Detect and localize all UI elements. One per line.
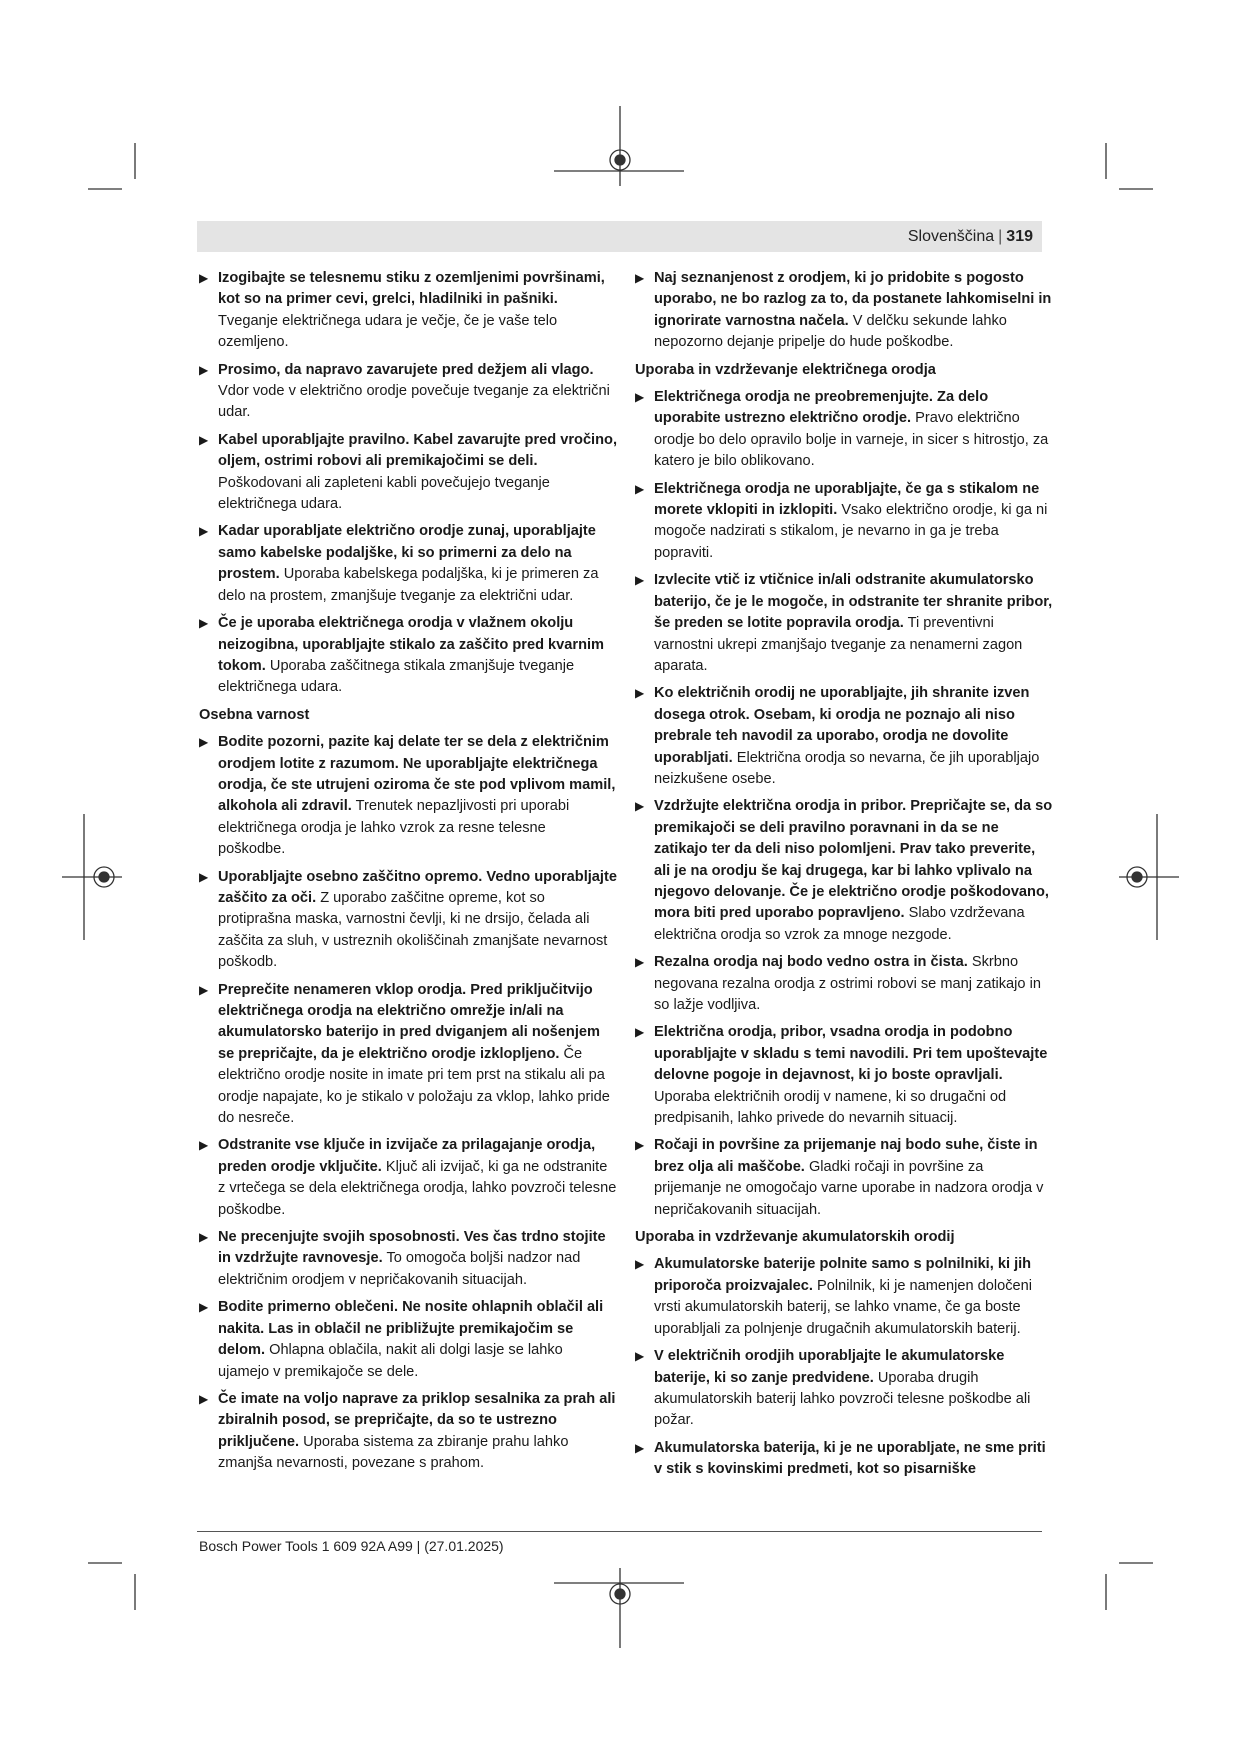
instruction-text: Ti preventivni varnostni ukrepi zmanjšajo tveganje za nenamerni zagon aparata. [654, 615, 1023, 674]
registration-mark-icon [62, 814, 122, 940]
triangle-bullet-icon: ▶ [635, 1349, 645, 1364]
right-column [635, 268, 1053, 1487]
triangle-bullet-icon: ▶ [199, 1300, 209, 1315]
instruction-text: Vdor vode v električno orodje povečuje tveganje za električni udar. [218, 383, 610, 421]
instruction-bold: Izogibajte se telesnemu stiku z ozemljenimi površinami, kot so na primer cevi, grelci, hladilniki in pašniki. [218, 270, 605, 308]
safety-instruction [635, 268, 1053, 354]
triangle-bullet-icon: ▶ [635, 1138, 645, 1153]
footer-divider [197, 1531, 1042, 1532]
instruction-bold: Električnega orodja ne uporabljajte, če ga s stikalom ne morete vklopiti in izklopiti. [654, 480, 1040, 519]
safety-instruction [635, 1254, 1053, 1340]
instruction-text: Gladki ročaji in površine za prijemanje ne omogočajo varne uporabe in nadzora orodja v nepričakovanih situacijah. [654, 1158, 1044, 1218]
instruction-text: Uporaba sistema za zbiranje prahu lahko zmanjša nevarnosti, povezane s prahom. [218, 1433, 569, 1472]
safety-instruction [199, 268, 617, 354]
safety-instruction [635, 683, 1053, 790]
instruction-text: Pravo električno orodje bo delo opravilo bolje in varneje, in sicer s hitrostjo, za katero je bilo oblikovano. [654, 410, 1049, 470]
instruction-text: Slabo vzdrževana električna orodja so vzrok za mnoge nezgode. [654, 905, 1025, 943]
safety-instruction [635, 1438, 1053, 1481]
triangle-bullet-icon: ▶ [199, 735, 209, 750]
header-language: Slovenščina [907, 228, 995, 245]
triangle-bullet-icon: ▶ [635, 271, 645, 285]
page-header [908, 227, 1033, 247]
triangle-bullet-icon: ▶ [635, 799, 645, 814]
triangle-bullet-icon: ▶ [635, 686, 645, 701]
safety-instruction [199, 867, 617, 974]
instruction-bold: Če imate na voljo naprave za priklop sesalnika za prah ali zbiralnih posod, se prepričajte, da so te ustrezno priključene. [218, 1390, 616, 1450]
triangle-bullet-icon: ▶ [199, 362, 209, 377]
instruction-text: Ključ ali izvijač, ki ga ne odstranite z vrtečega se dela električnega orodja, lahko povzroči telesne poškodbe. [218, 1158, 617, 1218]
instruction-text: Polnilnik, ki je namenjen določeni vrsti akumulatorskih baterij, se lahko vname, če ga boste uporabljali za polnjenje drugačnih akumulatorskih baterij. [654, 1277, 1033, 1337]
safety-instruction [199, 430, 617, 516]
triangle-bullet-icon: ▶ [635, 390, 645, 405]
instruction-bold: Električna orodja, pribor, vsadna orodja in podobno uporabljajte v skladu s temi navodili. Pri tem upoštevajte delovne pogoje in dejavnost, ki jo boste opravljali. [654, 1024, 1048, 1084]
instruction-bold: Električnega orodja ne preobremenjujte. Za delo uporabite ustrezno električno orodje. [654, 389, 989, 427]
triangle-bullet-icon: ▶ [635, 1440, 645, 1455]
instruction-text: Poškodovani ali zapleteni kabli povečujejo tveganje električnega udara. [218, 474, 550, 513]
instruction-text: Vsako električno orodje, ki ga ni mogoče nadzirati s stikalom, je nevarno in ga je treba popraviti. [654, 502, 1048, 561]
instruction-text: Ohlapna oblačila, nakit ali dolgi lasje se lahko ujamejo v premikajoče se dele. [218, 1342, 563, 1380]
page-number: 319 [1006, 228, 1033, 245]
instruction-bold: Vzdržujte električna orodja in pribor. Prepričajte se, da so premikajoči se deli pravilno poravnani in da se ne zatikajo ter da deli niso polomljeni. Prav tako preverite, ali je na orodju še kaj drugega, kar bi lahko vplivalo na njegovo delovanje. Če je električno orodje poškodovano, mora biti pred uporabo popravljeno. [654, 798, 1053, 922]
safety-instruction [199, 1135, 617, 1221]
instruction-bold: V električnih orodjih uporabljajte le akumulatorske baterije, ki so zanje predvidene. [654, 1348, 1005, 1386]
instruction-bold: Rezalna orodja naj bodo vedno ostra in čista. [654, 954, 968, 971]
instruction-bold: Bodite pozorni, pazite kaj delate ter se dela z električnim orodjem lotite z razumom. Ne uporabljajte električnega orodja, če ste utrujeni oziroma če ste pod vplivom mamil, alkohola ali zdravil. [218, 734, 616, 815]
instruction-text: To omogoča boljši nadzor nad električnim orodjem v nepričakovanih situacijah. [218, 1250, 581, 1288]
instruction-bold: Preprečite nenameren vklop orodja. Pred priključitvijo električnega orodja na električno omrežje in/ali na akumulatorsko baterijo in pred dviganjem ali nošenjem se prepričajte, da je električno orodje izklopljeno. [218, 981, 600, 1062]
instruction-text: Tveganje električnega udara je večje, če je vaše telo ozemljeno. [218, 312, 558, 351]
instruction-bold: Če je uporaba električnega orodja v vlažnem okolju neizogibna, uporabljajte stikalo za zaščito pred kvarnim tokom. [218, 615, 605, 674]
instruction-bold: Ročaji in površine za prijemanje naj bodo suhe, čiste in brez olja ali maščobe. [654, 1137, 1038, 1175]
instruction-bold: Izvlecite vtič iz vtičnice in/ali odstranite akumulatorsko baterijo, če je le mogoče, in odstranite ter shranite pribor, še preden se lotite popravila orodja. [654, 572, 1053, 632]
safety-instruction [199, 613, 617, 699]
triangle-bullet-icon: ▶ [199, 982, 209, 997]
triangle-bullet-icon: ▶ [199, 432, 209, 447]
instruction-bold: Prosimo, da napravo zavarujete pred dežjem ali vlago. [218, 361, 594, 378]
instruction-bold: Akumulatorske baterije polnite samo s polnilniki, ki jih priporoča proizvajalec. [654, 1256, 1032, 1294]
instruction-bold: Kabel uporabljajte pravilno. Kabel zavarujte pred vročino, oljem, ostrimi robovi ali premikajočimi se deli. [218, 431, 617, 470]
instruction-text: Trenutek nepazljivosti pri uporabi električnega orodja je lahko vzrok za resne telesne poškodbe. [218, 798, 570, 858]
safety-instruction [199, 1389, 617, 1475]
triangle-bullet-icon: ▶ [199, 1391, 209, 1406]
instruction-bold: Kadar uporabljate električno orodje zunaj, uporabljajte samo kabelske podaljške, ki so primerni za delo na prostem. [218, 523, 596, 583]
section-heading: Uporaba in vzdrževanje električnega orodja [635, 361, 936, 378]
instruction-bold: Ne precenjujte svojih sposobnosti. Ves čas trdno stojite in vzdržujte ravnovesje. [218, 1229, 606, 1267]
instruction-text: Uporaba električnih orodij v namene, ki so drugačni od predpisanih, lahko privede do nevarnih situacij. [654, 1088, 1007, 1127]
safety-instruction [199, 360, 617, 424]
header-separator: | [998, 228, 1003, 245]
safety-instruction [635, 952, 1053, 1016]
instruction-bold: Akumulatorska baterija, ki je ne uporabljate, ne sme priti v stik s kovinskimi predmeti, kot so pisarniške [654, 1439, 1046, 1478]
safety-instruction [199, 980, 617, 1130]
instruction-text: Električna orodja so nevarna, če jih uporabljajo neizkušene osebe. [654, 749, 1040, 787]
safety-instruction [635, 796, 1053, 946]
instruction-text: Uporaba drugih akumulatorskih baterij lahko povzroči telesne poškodbe ali požar. [654, 1369, 1031, 1429]
instruction-text: Z uporabo zaščitne opreme, kot so protiprašna maska, varnostni čevlji, ki ne drsijo, čelada ali zaščita za sluh, v ustreznih okoliščinah zmanjšate nevarnost poškodb. [218, 889, 608, 971]
triangle-bullet-icon: ▶ [199, 271, 209, 285]
triangle-bullet-icon: ▶ [199, 524, 209, 539]
triangle-bullet-icon: ▶ [199, 1138, 209, 1153]
safety-instruction [635, 1022, 1053, 1129]
instruction-bold: Odstranite vse ključe in izvijače za prilagajanje orodja, preden orodje vključite. [218, 1137, 596, 1175]
safety-instruction [635, 387, 1053, 473]
safety-instruction [635, 479, 1053, 565]
footer: Bosch Power Tools 1 609 92A A99 | (27.01.2025) [199, 1538, 504, 1554]
safety-instruction [199, 1297, 617, 1383]
triangle-bullet-icon: ▶ [635, 1257, 645, 1272]
instruction-bold: Bodite primerno oblečeni. Ne nosite ohlapnih oblačil ali nakita. Las in oblačil ne približujte premikajočim se delom. [218, 1299, 604, 1359]
safety-instruction [635, 570, 1053, 677]
instruction-text: Skrbno negovana rezalna orodja z ostrimi robovi se manj zatikajo in so lažje vodljiva. [654, 954, 1041, 1013]
triangle-bullet-icon: ▶ [635, 1025, 645, 1040]
triangle-bullet-icon: ▶ [635, 955, 645, 970]
registration-mark-icon [554, 106, 684, 186]
triangle-bullet-icon: ▶ [199, 616, 209, 631]
safety-instruction [199, 732, 617, 860]
safety-instruction [635, 1346, 1053, 1432]
triangle-bullet-icon: ▶ [199, 1230, 209, 1245]
instruction-text: V delčku sekunde lahko nepozorno dejanje pripelje do hude poškodbe. [654, 312, 1007, 351]
left-column [199, 268, 617, 1481]
triangle-bullet-icon: ▶ [199, 869, 209, 884]
instruction-text: Če električno orodje nosite in imate pri tem prst na stikalu ali pa orodje napajate, ko je stikalo v položaju za vklop, lahko pride do nesreče. [218, 1045, 610, 1127]
safety-instruction [199, 521, 617, 607]
triangle-bullet-icon: ▶ [635, 573, 645, 588]
safety-instruction [635, 1135, 1053, 1221]
triangle-bullet-icon: ▶ [635, 481, 645, 496]
section-heading: Uporaba in vzdrževanje akumulatorskih orodij [635, 1229, 955, 1246]
instruction-text: Uporaba zaščitnega stikala zmanjšuje tveganje električnega udara. [218, 657, 575, 696]
instruction-bold: Naj seznanjenost z orodjem, ki jo pridobite s pogosto uporabo, ne bo razlog za to, da postanete lahkomiselni in ignorirate varnostna načela. [654, 270, 1052, 329]
registration-mark-icon [1119, 814, 1179, 940]
instruction-text: Uporaba kabelskega podaljška, ki je primeren za delo na prostem, zmanjšuje tveganje za električni udar. [218, 566, 599, 604]
safety-instruction [199, 1227, 617, 1291]
section-heading: Osebna varnost [199, 706, 310, 723]
registration-mark-icon [554, 1568, 684, 1648]
instruction-bold: Uporabljajte osebno zaščitno opremo. Vedno uporabljajte zaščito za oči. [218, 868, 617, 906]
instruction-bold: Ko električnih orodij ne uporabljajte, jih shranite izven dosega otrok. Osebam, ki orodja ne poznajo ali niso prebrale teh navodil za uporabo, orodja ne dovolite uporabljati. [654, 685, 1030, 766]
